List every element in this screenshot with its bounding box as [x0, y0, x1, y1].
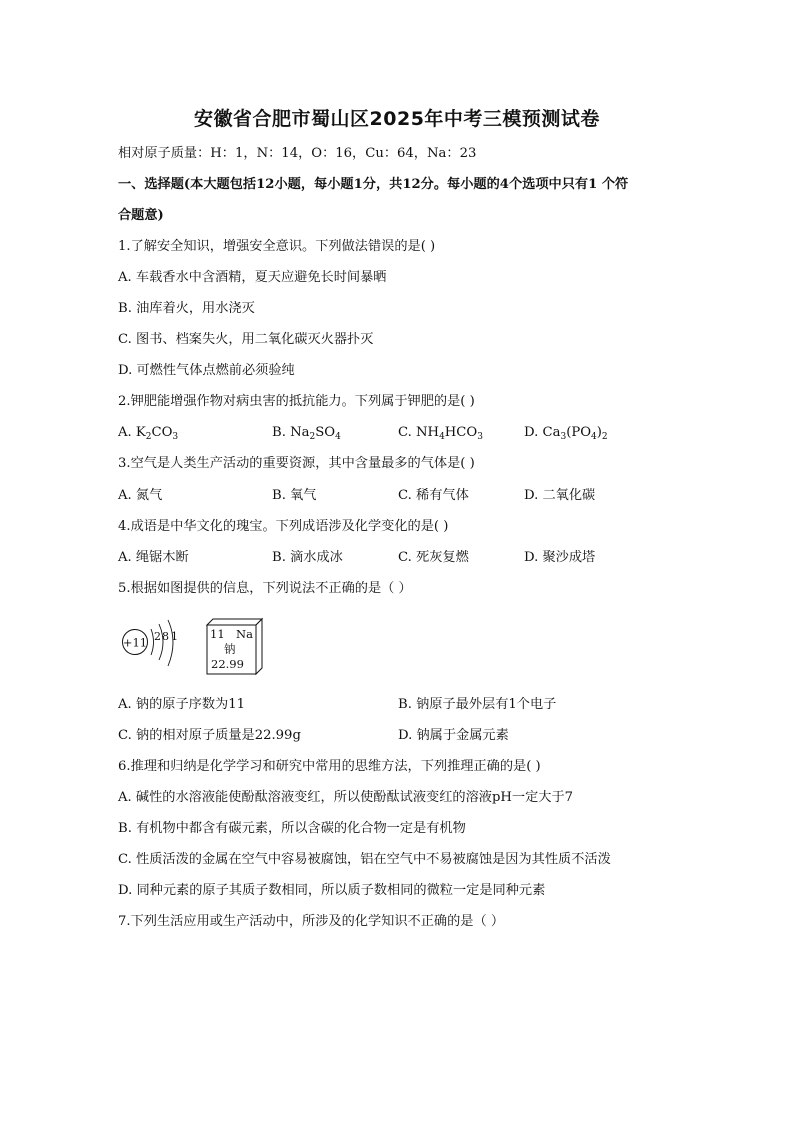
q2-stem: 2.钾肥能增强作物对病虫害的抵抗能力。下列属于钾肥的是( ): [118, 394, 475, 409]
q2-option-d: D. $Ca_3(PO_4)_2$: [524, 425, 608, 442]
q6-option-c: C. 性质活泼的金属在空气中容易被腐蚀，铝在空气中不易被腐蚀是因为其性质不活泼: [118, 852, 611, 867]
q1-option-a: A. 车载香水中含酒精，夏天应避免长时间暴晒: [118, 270, 387, 285]
q5-option-b: B. 钠原子最外层有1个电子: [398, 697, 557, 712]
q5-option-a: A. 钠的原子序数为11: [118, 697, 245, 712]
atom-structure-diagram: [123, 620, 179, 666]
cell-element-name: 钠: [224, 642, 236, 656]
q4-option-c: C. 死灰复燃: [398, 550, 469, 565]
cell-symbol: Na: [236, 627, 253, 641]
q6-option-a: A. 碱性的水溶液能使酚酞溶液变红，所以使酚酞试液变红的溶液pH一定大于7: [118, 790, 574, 805]
q3-option-b: B. 氧气: [272, 488, 317, 503]
q1-option-c: C. 图书、档案失火，用二氧化碳灭火器扑灭: [118, 332, 374, 347]
q6-stem: 6.推理和归纳是化学学习和研究中常用的思维方法，下列推理正确的是( ): [118, 759, 541, 774]
section-heading-line2: 合题意): [118, 208, 164, 223]
electron-shell-3: [168, 620, 173, 666]
q6-option-d: D. 同种元素的原子其质子数相同，所以质子数相同的微粒一定是同种元素: [118, 883, 546, 898]
atomic-masses: 相对原子质量：H：1，N：14，O：16，Cu：64，Na：23: [118, 146, 477, 161]
q3-option-c: C. 稀有气体: [398, 488, 469, 503]
q4-option-a: A. 绳锯木断: [118, 550, 189, 565]
q4-stem: 4.成语是中华文化的瑰宝。下列成语涉及化学变化的是( ): [118, 519, 449, 534]
q2-option-b: B. $Na_2SO_4$: [272, 425, 341, 442]
cell-atomic-number: 11: [210, 627, 225, 641]
q2-option-c: C. $NH_4HCO_3$: [398, 425, 483, 442]
exam-title: 安徽省合肥市蜀山区2025年中考三模预测试卷: [194, 108, 600, 130]
cell-top: [207, 619, 262, 625]
section-heading-line1: 一、选择题(本大题包括12小题，每小题1分，共12分。每小题的4个选项中只有1 个符: [118, 177, 629, 192]
q1-stem: 1.了解安全知识，增强安全意识。下列做法错误的是( ): [118, 239, 436, 254]
nucleus-charge: +11: [122, 635, 148, 650]
sodium-diagram: [118, 616, 268, 678]
q6-option-b: B. 有机物中都含有碳元素，所以含碳的化合物一定是有机物: [118, 821, 466, 836]
q7-stem: 7.下列生活应用或生产活动中，所涉及的化学知识不正确的是（ ）: [118, 914, 505, 929]
cell-side: [256, 619, 262, 674]
electron-count-2: 8: [162, 630, 169, 643]
q1-option-b: B. 油库着火，用水浇灭: [118, 301, 255, 316]
periodic-table-cell: [207, 619, 262, 674]
q3-option-a: A. 氮气: [118, 488, 163, 503]
q5-stem: 5.根据如图提供的信息，下列说法不正确的是（ ）: [118, 581, 412, 596]
q5-option-c: C. 钠的相对原子质量是22.99g: [118, 728, 301, 743]
q4-option-d: D. 聚沙成塔: [524, 550, 596, 565]
q5-option-d: D. 钠属于金属元素: [398, 728, 509, 743]
electron-count-3: 1: [171, 630, 178, 643]
cell-atomic-mass: 22.99: [211, 657, 244, 671]
q1-option-d: D. 可燃性气体点燃前必须验纯: [118, 363, 295, 378]
electron-count-1: 2: [154, 630, 161, 643]
q4-option-b: B. 滴水成冰: [272, 550, 343, 565]
q2-option-a: A. $K_2CO_3$: [118, 425, 179, 442]
q3-option-d: D. 二氧化碳: [524, 488, 596, 503]
q3-stem: 3.空气是人类生产活动的重要资源，其中含量最多的气体是( ): [118, 456, 475, 471]
